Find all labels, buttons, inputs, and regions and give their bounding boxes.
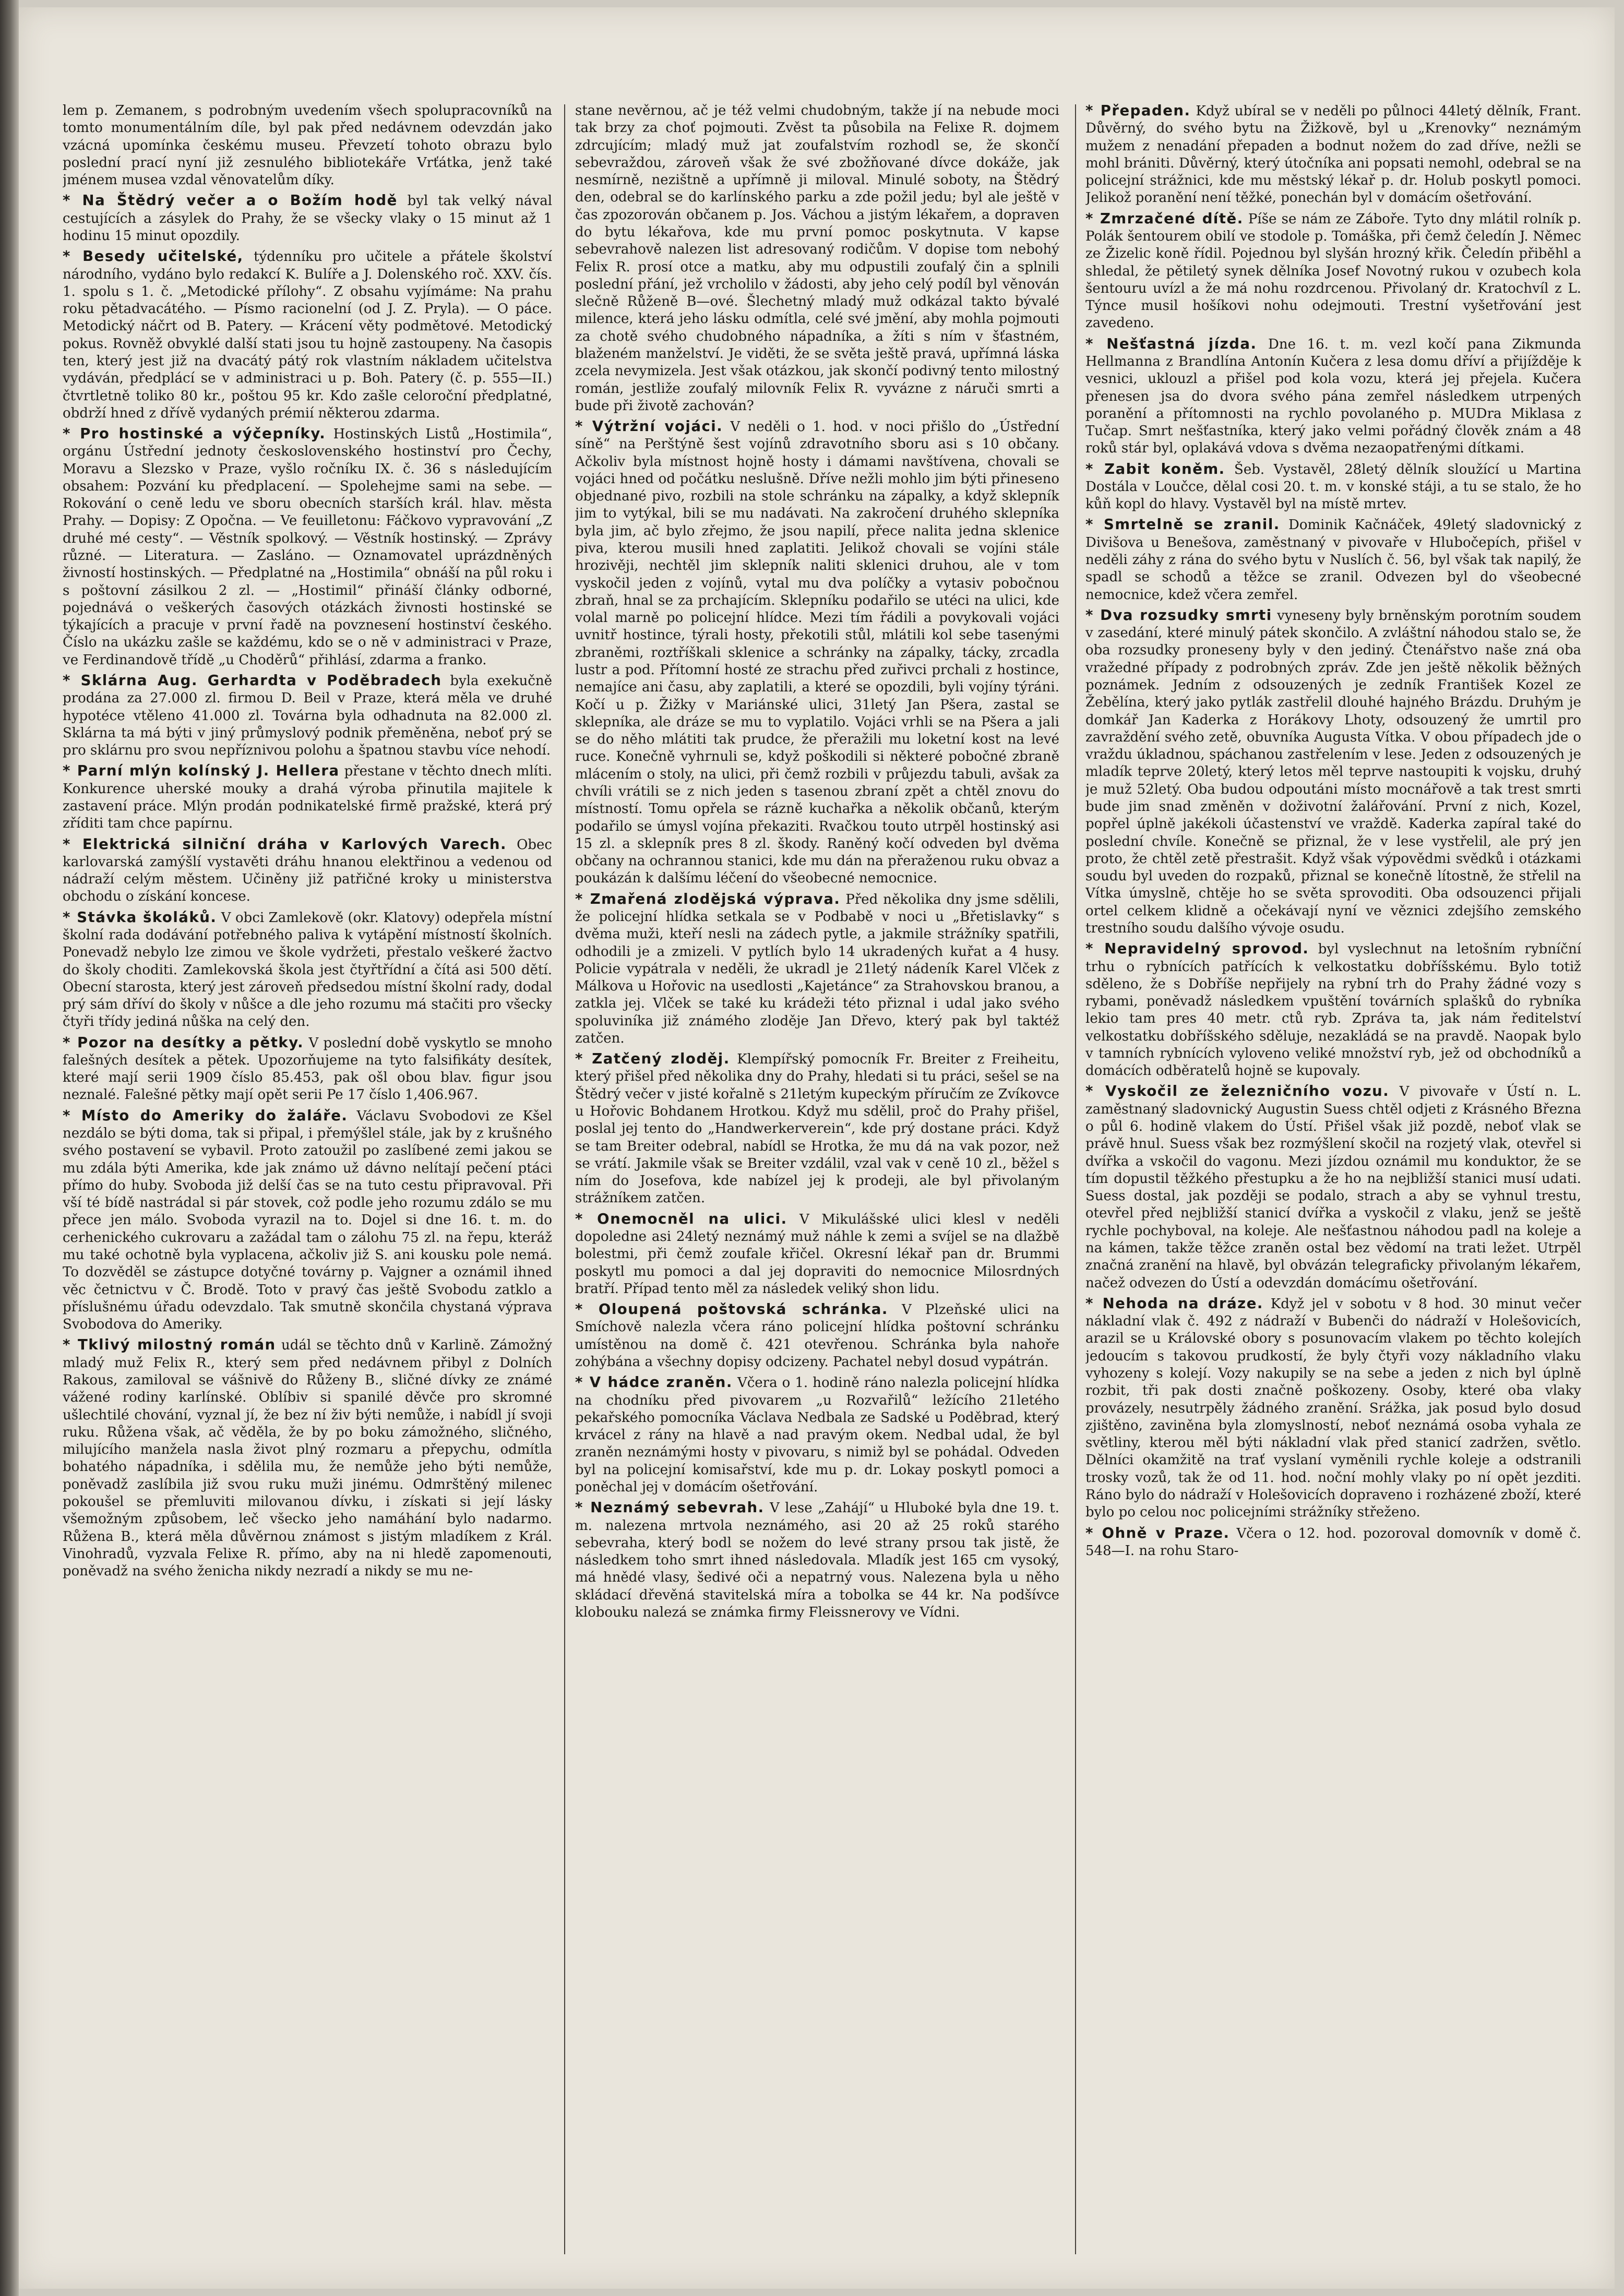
article-body: Když jel v sobotu v 8 hod. 30 minut večer nákladní vlak č. 492 z nádraží v Bubenči do nádraží v Holešovicích, arazil se u Královské obory s posunovacím vlakem po těchto kolejích jedoucím s takovou prudkostí, že byly čtyři vozy nákladního vlaku vyhozeny s kolejí. Vozy nakupily se na sebe a jeden z nich byl úplně rozbit, tři pak dosti značně poškozeny. Osoby, které oba vlaky provázely, nesutrpěly žádného zranění. Srážka, jak posud bylo dosud zjištěno, zaviněna byla zlomyslností, neboť neznámá osoba vyhala ze světliny, kterou měl býti nákladní vlak před stanicí zadržen, světlo. Dělníci okamžitě na trať vyslaní vyměnili rychle koleje a odstranili trosky vozů, tak že od 11. hod. noční mohly vlaky po ní opět jezditi. Ráno bylo do nádraží v Holešovicích dopraveno i rozházené zboží, které bylo po celou noc policejními strážníky střeženo.: [1085, 1296, 1581, 1521]
article-paragraph: [63, 1336, 552, 1580]
article-headline: * Neznámý sebevrah.: [575, 1499, 765, 1516]
article-headline: * Na Štědrý večer a o Božím hodě: [63, 192, 398, 209]
article: [575, 1301, 1059, 1371]
article: [63, 102, 552, 189]
article-body: přestane v těchto dnech mlíti. Konkurence uherské mouky a drahá výroba přinutila majitele k zastavení práce. Mlýn prodán podnikatelské firmě pražské, která prý zříditi tam chce papírnu.: [63, 763, 552, 832]
article: [63, 909, 552, 1031]
article-body: Dominik Kačnáček, 49letý sladovnický z Divišova u Benešova, zaměstnaný v pivovaře v Hlubočepích, přišel v neděli záhy z rána do svého bytu v Nuslích č. 56, byl však tak napilý, že spadl se schodů a těžce se zranil. Odvezen byl do všeobecné nemocnice, kdež včera zemřel.: [1085, 517, 1581, 603]
article-headline: * Zabit koněm.: [1085, 460, 1225, 477]
article-headline: * Stávka školáků.: [63, 908, 217, 926]
article-body: Hostinských Listů „Hostimila“, orgánu Ústřední jednoty československého hostinství pro Čechy, Moravu a Slezsko v Praze, vyšlo ročníku IX. č. 36 s následujícím obsahem: Pozvání ku předplacení. — Spolehejme sami na sebe. — Rokování o ceně ledu ve sboru obecních starších král. hlav. města Prahy. — Dopisy: Z Opočna. — Ve feuilletonu: Fáčkovo vypravování „Z druhé mé cesty“. — Věstník spolkový. — Věstník hostinský. — Zprávy různé. — Literatura. — Zasláno. — Oznamovatel uprázdněných živností hostinských. — Předplatné na „Hostimila“ obnáší na půl roku i s poštovní zásilkou 2 zl. — „Hostimil“ přináší články odborné, pojednává o veškerých časových otázkách živnosti hostinské se týkajících a pracuje v první řadě na povznesení hostinství českého. Číslo na ukázku zašle se každému, kdo se o ně v administraci v Praze, ve Ferdinandově třídě „u Choděrů“ přihlásí, zdarma a franko.: [63, 426, 552, 668]
article: [1085, 940, 1581, 1080]
article-paragraph: [1085, 607, 1581, 937]
article-headline: * Místo do Ameriky do žaláře.: [63, 1107, 348, 1124]
article-body: Včera o 12. hod. pozoroval domovník v domě č. 548—I. na rohu Staro-: [1085, 1525, 1581, 1559]
article-paragraph: [63, 909, 552, 1031]
article-headline: * Pozor na desítky a pětky.: [63, 1034, 304, 1051]
article-body: udál se těchto dnů v Karlině. Zámožný mladý muž Felix R., který sem před nedávnem přibyl z Dolních Rakous, zamiloval se vášnivě do Růženy B., sličné dívky ze známé vážené rodiny karlínské. Oblíbiv si spanilé děvče pro skromné ušlechtilé chování, vyznal jí, že bez ní živ býti nemůže, i nabídl jí svoji ruku. Růžena však, ač věděla, že by po boku zámožného, sličného, milujícího manžela nasla život plný rozmaru a přepychu, odmítla bohatého nápadníka, i sdělila mu, že nemůže jeho býti nemůže, poněvadž zaslíbila již svou ruku muži jinému. Odmrštěný milenec pokoušel se přemluviti milovanou dívku, i získati si její lásky všemožným způsobem, leč všecko jeho namáhání bylo nadarmo. Růžena B., která měla důvěrnou známost s jistým mladíkem z Král. Vinohradů, vyzvala Felixe R. přímo, aby na ni hledě zapomenouti, poněvadž na svého ženicha nikdy nezradí a nikdy se mu ne-: [63, 1337, 552, 1580]
article: [575, 1499, 1059, 1621]
article-body: lem p. Zemanem, s podrobným uvedením všech spolupracovníků na tomto monumentálním díle, byl pak před nedávnem odevzdán jako vzácná upomínka českému museu. Převzetí tohoto obrazu bylo poslední prací nyní již zesnulého bibliotekáře Vrťátka, jenž také jménem musea vzdal věnovatelům díky.: [63, 103, 552, 188]
article-paragraph: [1085, 940, 1581, 1080]
article-headline: * Oloupená poštovská schránka.: [575, 1301, 888, 1318]
article: [1085, 102, 1581, 207]
article-paragraph: [575, 1499, 1059, 1621]
article-paragraph: [63, 1107, 552, 1334]
column-2: [575, 102, 1059, 2257]
article: [63, 192, 552, 245]
article: [63, 248, 552, 422]
article: [1085, 1083, 1581, 1292]
article-paragraph: [1085, 461, 1581, 513]
article-headline: * Zmařená zlodějská výprava.: [575, 890, 841, 907]
article: [63, 1107, 552, 1334]
article-paragraph: [575, 1301, 1059, 1371]
article-headline: * Elektrická silniční dráha v Karlových Varech.: [63, 835, 507, 853]
article-headline: * Besedy učitelské,: [63, 248, 244, 265]
article-headline: * Onemocněl na ulici.: [575, 1210, 787, 1227]
article: [1085, 1295, 1581, 1522]
article-paragraph: [575, 891, 1059, 1048]
article-paragraph: [1085, 336, 1581, 458]
article-paragraph: [63, 1034, 552, 1104]
article: [1085, 461, 1581, 513]
article-headline: * Dva rozsudky smrti: [1085, 606, 1272, 624]
article-body: V Plzeňské ulici na Smíchově nalezla včera ráno policejní hlídka poštovní schránku umístěnou na domě č. 421 otevřenou. Schránka byla nahoře zohýbána a všechny dopisy odcizeny. Pachatel nebyl dosud vypátrán.: [575, 1302, 1059, 1370]
article: [63, 762, 552, 832]
article-headline: * Výtržní vojáci.: [575, 418, 723, 435]
article-headline: * Nešťastná jízda.: [1085, 335, 1257, 352]
article-paragraph: [63, 672, 552, 759]
article-body: Včera o 1. hodině ráno nalezla policejní hlídka na chodníku před pivovarem „u Rozvařilů“ ležícího 21letého pekařského pomocníka Václava Nedbala ze Sadské u Poděbrad, který krvácel z rány na hlavě a nad pravým okem. Nedbal udal, že byl zraněn neznámými hosty v pivovaru, s nimiž byl se pohádal. Odveden byl na policejní komisařství, kde mu p. dr. Lokay poskytl pomoci a poněchal jej v domácím ošetřování.: [575, 1375, 1059, 1495]
article-paragraph: [575, 1211, 1059, 1298]
article-body: Václavu Svobodovi ze Kšel nezdálo se býti doma, tak si připal, i přemýšlel stále, jak by z krušného svého postavení se vybavil. Proto zatoužil po zaslíbené zemi jakou se mu zdála býti Amerika, kde jak známo už dávno nelítají pečení ptáci přímo do huby. Svoboda již delší čas se na tuto cestu připravoval. Při vší té bídě nastrádal si pár stovek, což podle jeho rozumu zdálo se mu přece jen málo. Svoboda vyrazil na to. Dojel si dne 16. t. m. do cerhenického cukrovaru a zažádal tam o zálohu 75 zl. na řepu, kteráž mu také ochotně byla vyplacena, ačkoliv již S. ani kousku pole nemá. To dozvěděl se zástupce dotyčné továrny p. Vajgner a oznámil ihned věc četnictvu v Č. Brodě. Toto v pravý čas ještě Svobodu zatklo a příslušnému úřadu odevzdalo. Tak smutně skončila chystaná výprava Svobodova do Ameriky.: [63, 1108, 552, 1333]
article-headline: * Parní mlýn kolínský J. Hellera: [63, 762, 340, 780]
article-body: Obec karlovarská zamýšlí vystavěti dráhu hnanou elektřinou a vedenou od nádraží celým městem. Učiněny již patřičné kroky u ministerstva obchodu o získání koncese.: [63, 836, 552, 905]
article-body: vyneseny byly brněnským porotním soudem v zasedání, které minulý pátek skončilo. A zvláštní náhodou stalo se, že oba rozsudky proneseny byly v den jediný. Čtenářstvo naše zná oba vražedné případy z podrobných zpráv. Zde jen ještě několik běžných poznámek. Jedním z odsouzených je zedník František Kozel ze Žebělína, který jako pytlák zastřelil dlouhé hajného Brázdu. Druhým je domkář Jan Kaderka z Horákovy Lhoty, odsouzený že umrtil pro zavraždění svého zetě, obuvníka Augusta Vítka. V obou případech jde o vraždu úkladnou, spáchanou zastřelením v lese. Jeden z odsouzených je mladík teprve 20letý, který letos měl teprve nastoupiti k vojsku, druhý je muž 52letý. Oba budou odpoutáni místo mocnářově a tak trest smrti bude jim snad změněn v doživotní žalářování. První z nich, Kozel, popřel úplně jakékoli účastenství ve vraždě. Kaderka zapíral také do poslední chvíle. Konečně se přiznal, že v lese vystřelil, ale prý jen proto, že chtěl zetě přestrašit. Když však výpovědmi svědků i otázkami soudu byl uveden do rozpaků, přiznal se konečně lítostně, že střelil na Vítka úmyslně, chtěje ho se světa sprovoditi. Oba odsouzenci přijali ortel celkem klidně a očekávají nyní ve věznici zdejšího zemského trestního soudu dalšího vývoje osudu.: [1085, 607, 1581, 936]
article-body: stane nevěrnou, ač je též velmi chudobným, takže jí na nebude moci tak brzy za choť pojmouti. Zvěst ta působila na Felixe R. dojmem zdrcujícím; mladý muž jat zoufalstvím rozhodl se, že skončí sebevraždou, zároveň však že své zbožňované dívce dokáže, jak nesmírně, nezištně a upřímně ji miloval. Minulé soboty, na Štědrý den, odebral se do karlínského parku a zde požil jedu; byl ale ještě v čas zpozorován občanem p. Jos. Váchou a jistým lékařem, a dopraven do bytu lékařova, kde mu první pomoc poskytnuta. V kapse sebevrahově nalezen list adresovaný rodičům. V dopise tom nebohý Felix R. prosí otce a matku, aby mu odpustili zoufalý čin a splnili poslední přání, jež vrcholilo v žádosti, aby jeho celý podíl byl věnován slečně Růženě B—ové. Šlechetný mladý muž odkázal takto bývalé milence, která jeho lásku odmítla, celé své jmění, aby mohla pojmouti za chotě svého chudobného nápadníka, a žíti s ním v šťastném, blaženém manželství. Je viděti, že se světa ještě pravá, upřímná láska zcela nevymizela. Jest však otázkou, jak skončí podivný tento milostný román, jestliže zoufalý milovník Felix R. vyvázne z náruči smrti a bude při životě zachován?: [575, 103, 1059, 414]
article-paragraph: [575, 418, 1059, 888]
article: [575, 1374, 1059, 1496]
article-paragraph: [1085, 1295, 1581, 1522]
article: [1085, 516, 1581, 603]
article-paragraph: [575, 102, 1059, 415]
article-paragraph: [1085, 102, 1581, 207]
article-paragraph: [1085, 1083, 1581, 1292]
article-headline: * Sklárna Aug. Gerhardta v Poděbradech: [63, 672, 442, 689]
article: [63, 1034, 552, 1104]
article-body: V pivovaře v Ústí n. L. zaměstnaný sladovnický Augustin Suess chtěl odjeti z Krásného Března o půl 6. hodině vlakem do Ústí. Přišel však již pozdě, neboť vlak se právě hnul. Suess však bez rozmýšlení skočil na rozjetý vlak, otevřel si dvířka a vskočil do vagonu. Mezi jízdou oznámil mu konduktor, že se tím dopustil těžkého přestupku a že ho na nejbližší stanici musí udati. Suess dostal, jak později se podalo, strach a aby se vyhnul trestu, otevřel před nejbližší stanicí dvířka a vyskočil z vlaku, jenž se ještě rychle pochyboval, na koleje. Ale nešťastnou náhodou padl na koleje a na kámen, takže těžce zraněn ostal bez vědomí na trati ležet. Utrpěl značná zranění na hlavě, byl obvázán telegraficky přivolaným lékařem, načež odvezen do Ústí a odevzdán domácímu ošetřování.: [1085, 1084, 1581, 1291]
article-body: Klempířský pomocník Fr. Breiter z Freiheitu, který přišel před několika dny do Prahy, hledati si tu práci, sešel se na Štědrý večer v jisté kořalně s 21letým kupeckým příručím ze Zvíkovce u Hořovic Bohdanem Hrotkou. Když mu sdělil, proč do Prahy přišel, poslal jej tento do „Handwerkerverein“, kde prý dostane práci. Když se tam Breiter odebral, nabídl se Hrotka, že mu dá na vak pozor, než se vrátí. Jakmile však se Breiter vzdálil, vzal vak v ceně 10 zl., běžel s ním do Josefova, kde nabízel jej k prodeji, ale byl přivolaným strážníkem zatčen.: [575, 1051, 1059, 1206]
article-body: týdenníku pro učitele a přátele školství národního, vydáno bylo redakcí K. Bulíře a J. Dolenského roč. XXV. čís. 1. spolu s 1. č. „Metodické přílohy“. Z obsahu vyjímáme: Na prahu roku pětadvacátého. — Písmo racionelní (od J. Z. Pryla). — O páce. Metodický náčrt od B. Patery. — Krácení věty podmětové. Metodický pokus. Rovněž obvyklé další stati jsou tu hojně zastoupeny. Na časopis ten, který jest již na dvacátý pátý rok vlastním nákladem učitelstva vydáván, předplácí se v administraci u p. Boh. Patery (č. p. 555—II.) čtvrtletně toliko 80 kr., poštou 95 kr. Kdo zašle celoroční předplatné, obdrží hned z dřívě vydaných prémií některou zdarma.: [63, 249, 552, 421]
article: [575, 102, 1059, 415]
column-3: [1085, 102, 1581, 2257]
article-body: Když ubíral se v neděli po půlnoci 44letý dělník, Frant. Důvěrný, do svého bytu na Žižkově, byl u „Krenovky“ neznámým mužem z nenadání přepaden a bodnut nožem do zad dříve, nežli se mohl brániti. Důvěrný, který útočníka ani popsati nemohl, odebral se na policejní strážnici, kde mu městský lékař p. dr. Holub poskytl pomoci. Jelikož poranění není těžké, ponechán byl v domácím ošetřování.: [1085, 103, 1581, 206]
article-headline: * Smrtelně se zranil.: [1085, 516, 1280, 533]
article-body: Šeb. Vystavěl, 28letý dělník sloužící u Martina Dostála v Loučce, dělal cosi 20. t. m. v konské stáji, a tu se stalo, že ho kůň kopl do hlavy. Vystavěl byl na místě mrtev.: [1085, 461, 1581, 512]
article: [63, 672, 552, 759]
article-body: V lese „Zahájí“ u Hluboké byla dne 19. t. m. nalezena mrtvola neznámého, asi 20 až 25 roků starého sebevraha, který bodl se nožem do levé strany prsou tak jistě, že následkem toho smrt ihned následovala. Mladík jest 165 cm vysoký, má hnědé vlasy, šedivé oči a nepatrný vous. Nalezena byla u něho skládací dřevěná stavitelská míra a tobolka se 44 kr. Na podšívce klobouku nalezá se známka firmy Fleissnerovy ve Vídni.: [575, 1500, 1059, 1620]
article: [1085, 210, 1581, 332]
article-paragraph: [575, 1374, 1059, 1496]
article-paragraph: [63, 248, 552, 422]
article-headline: * Vyskočil ze železničního vozu.: [1085, 1083, 1390, 1100]
article: [575, 418, 1059, 888]
article: [575, 1050, 1059, 1207]
article-headline: * Nehoda na dráze.: [1085, 1295, 1263, 1312]
article-paragraph: [1085, 1525, 1581, 1560]
article-headline: * Nepravidelný sprovod.: [1085, 940, 1309, 958]
article-headline: * Zmrzačené dítě.: [1085, 210, 1244, 227]
article-headline: * Tklivý milostný román: [63, 1336, 276, 1354]
article-body: V poslední době vyskytlo se mnoho falešných desítek a pětek. Upozorňujeme na tyto falsifikáty desítek, které mají serii 1909 číslo 85.453, pak ošl obou blav. figur jsou neznalé. Falešné pětky mají opět serii Pe 17 číslo 1,406.967.: [63, 1035, 552, 1103]
article: [575, 1211, 1059, 1298]
article-headline: * Pro hostinské a výčepníky.: [63, 425, 326, 443]
article-headline: * Přepaden.: [1085, 102, 1191, 119]
article: [1085, 1525, 1581, 1560]
article-paragraph: [63, 192, 552, 245]
article-paragraph: [63, 836, 552, 906]
article-body: V neděli o 1. hod. v noci přišlo do „Ústřední síně“ na Perštýně šest vojínů zdravotního sboru asi s 10 občany. Ačkoliv byla místnost hojně hosty i dámami navštívena, chovali se vojáci hned od počátku neslušně. Dříve nežli mohlo jim býti přineseno objednané pivo, rozbili na stole schránku na zápalky, a když sklepník jim to vytýkal, bili se mu nadávati. Na zakročení druhého sklepníka byla jim, ač bylo zřejmo, že jsou napilí, přece nalita jedna sklenice piva, kterou musili hned zaplatiti. Jelikož chovali se vojíni stále hrozivěji, nechtěl jim sklepník naliti sklenici druhou, ale v tom vyskočil jeden z vojínů, vytal mu dva políčky a vytasiv pobočnou zbraň, hnal se za prchajícím. Sklepníku podařilo se utéci na ulici, kde volal marně po policejní hlídce. Mezi tím řádili a povykovali vojáci uvnitř hostince, týrali hosty, překotili stůl, mlátili kol sebe tasenými zbraněmi, roztříškali sklenice a schránky na zápalky, tácky, zrcadla lustr a pod. Přítomní hosté ze strachu před zuřivci prchali z hostince, nemajíce ani času, aby zaplatili, a které se opozdili, byli vojíny týráni. Kočí u p. Žižky v Mariánské ulici, 31letý Jan Pšera, zastal se sklepníka, ale dráze se mu to vyplatilo. Vojáci vrhli se na Pšera a jali se do něho mlátiti tak prudce, že přeražili mu loketní kost na levé ruce. Konečně vyhrnuli se, když poškodili si některé pobočné zbraně mlácením o stoly, na ulici, při čemž rozbili v průjezdu tabuli, avšak za chvíli vrátili se z nich jeden s tasenou zbraní zpět a chtěl znovu do místností. Tomu opřela se rázně kuchařka a několik občanů, kterým podařilo se úmysl vojína překaziti. Rvačkou touto utrpěl hostinský asi 15 zl. a sklepník pres 8 zl. škody. Raněný kočí odveden byl dvěma občany na ochrannou stanici, kde mu dán na přeraženou ruku obvaz a poukázán k dalšímu léčení do všeobecné nemocnice.: [575, 419, 1059, 887]
article-paragraph: [63, 425, 552, 669]
article-headline: * V hádce zraněn.: [575, 1374, 733, 1391]
article-body: Dne 16. t. m. vezl kočí pana Zikmunda Hellmanna z Brandlína Antonín Kučera z lesa domu dříví a přijížděje k vesnici, uklouzl a přišel pod kola vozu, která jej přejela. Kučera přenesen jsa do dvora svého pána zemřel následkem utrpených poranění a přítomnosti na rychlo povolaného p. MUDra Miklasa z Tučap. Smrt nešťastníka, který jako velmi pořádný člověk znám a 48 roků stár byl, oplakává vdova s dvěma nezaopatřenými dítkami.: [1085, 336, 1581, 457]
article-paragraph: [1085, 210, 1581, 332]
article-paragraph: [575, 1050, 1059, 1207]
article-headline: * Zatčený zloděj.: [575, 1050, 730, 1068]
article: [1085, 336, 1581, 458]
article-paragraph: [63, 762, 552, 832]
article-body: Před několika dny jsme sdělili, že policejní hlídka setkala se v Podbabě v noci u „Břetislavky“ s dvěma muži, kteří nesli na zádech pytle, a jakmile strážníky spatřili, odhodili je a zmizeli. V pytlích bylo 14 ukradených kuřat a 4 husy. Policie vypátrala v neděli, že ukradl je 21letý nádeník Karel Vlček z Málkova u Hořovic na usedlosti „Kajetánce“ za Strahovskou branou, a zatkla jej. Vlček se také ku krádeži této přiznal i udal jako svého spoluviníka již známého zloděje Jan Dřevo, který pak byl taktéž zatčen.: [575, 891, 1059, 1046]
column-1: [63, 102, 552, 2257]
article-body: byl tak velký nával cestujících a zásylek do Prahy, že se všecky vlaky o 15 minut až 1 hodinu 15 minut opozdily.: [63, 193, 552, 244]
article: [63, 836, 552, 906]
article: [63, 425, 552, 669]
scan-edge-shadow: [0, 0, 19, 2296]
article-body: V obci Zamlekově (okr. Klatovy) odepřela místní školní rada dodávání potřebného paliva k vytápění místností školních. Ponevadž nebylo lze zimou ve škole vydržeti, přestalo veškeré žactvo do školy choditi. Zamlekovská škola jest čtyřtřídní a čítá asi 500 dětí. Obecní starosta, který jest zároveň předsedou místní školní rady, dodal prý sám dříví do školy v nůšce a dle jeho rozumu má stačiti pro všecky čtyři třídy jediná nůška na celý den.: [63, 910, 552, 1030]
article-body: V Mikulášské ulici klesl v neděli dopoledne asi 24letý neznámý muž náhle k zemi a svíjel se na dlažbě bolestmi, při čemž zoufale křičel. Okresní lékař pan dr. Brummi poskytl mu pomoci a dal jej dopraviti do nemocnice Milosrdných bratří. Případ tento měl za následek veliký shon lidu.: [575, 1211, 1059, 1297]
article-headline: * Ohně v Praze.: [1085, 1524, 1230, 1541]
article: [63, 1336, 552, 1580]
columns-container: [63, 102, 1592, 2257]
article-paragraph: [1085, 516, 1581, 603]
article: [575, 891, 1059, 1048]
article-body: byl vyslechnut na letošním rybníční trhu o rybnících patřících k velkostatku dobříšskému. Bylo totiž sděleno, že s Dobříše nepřijely na rybní trh do Prahy žádné vozy s rybami, poněvadž následkem vpuštění továrních splašků do rybníka lekio tam pres 40 metr. ctů ryb. Zpráva ta, jak nám ředitelství velkostatku dobříšského sděluje, nezakládá se na pravdě. Naopak bylo v tamních rybnících vyloveno veliké množství ryb, jež od obchodníků a domácích odběratelů hojně se kupovaly.: [1085, 941, 1581, 1079]
article-body: Píše se nám ze Záboře. Tyto dny mlátil rolník p. Polák šentourem obilí ve stodole p. Tomáška, při čemž čeledín J. Němec ze Žizelic koně řídil. Pojednou byl slyšán hrozný křik. Čeledín přiběhl a shledal, že pětiletý synek dělníka Josef Novotný rukou v ozubech kola šentouru uvízl a že má nohu rozdrcenou. Přivolaný dr. Kratochvíl z L. Týnce musil hošíkovi nohu odejmouti. Trestní vyšetřování jest zavedeno.: [1085, 211, 1581, 331]
article: [1085, 607, 1581, 937]
article-body: byla exekučně prodána za 27.000 zl. firmou D. Beil v Praze, která měla ve druhé hypotéce vtěleno 41.000 zl. Továrna byla odhadnuta na 82.000 zl. Sklárna ta má býti v jiný průmyslový podnik přeměněna, neboť prý se pro sklárnu pro svou nepříznivou polohu a špatnou stavbu více nehodí.: [63, 673, 552, 759]
article-paragraph: [63, 102, 552, 189]
